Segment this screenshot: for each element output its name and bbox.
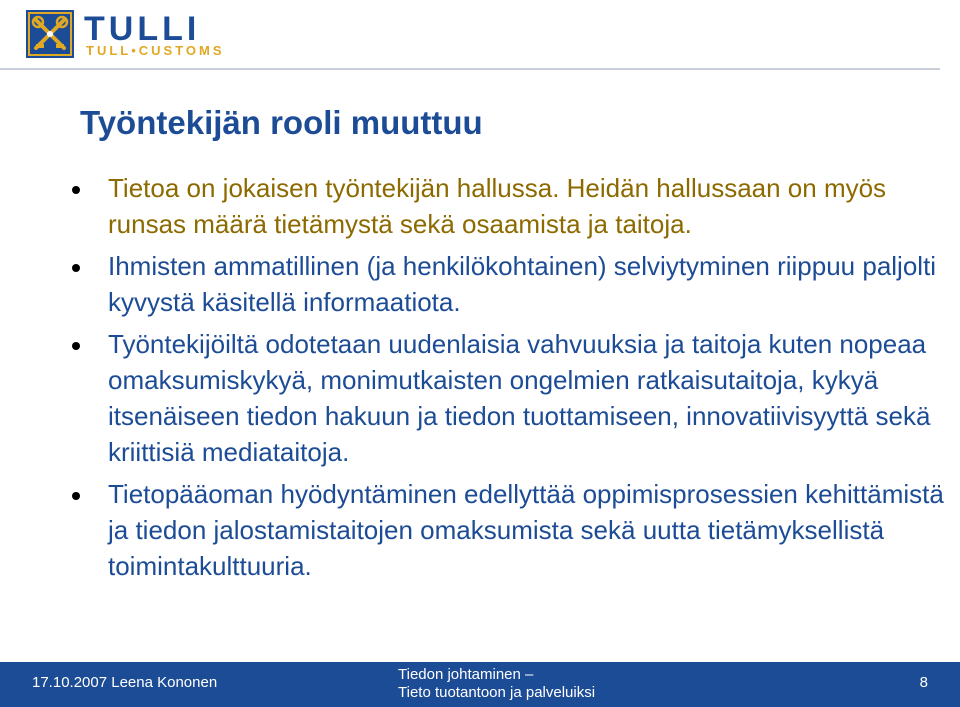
bullet-text: Työntekijöiltä odotetaan uudenlaisia vahvuuksia ja taitoja kuten nopeaa omaksumiskykyä, monimutkaisten ongelmien ratkaisutaitoja, kykyä itsenäiseen tiedon hakuun ja tiedon tuottamiseen, innovatiivisyyttä sekä kriittisiä mediataitoja.	[108, 329, 931, 467]
logo-title: TULLI	[84, 10, 201, 48]
footer	[0, 662, 960, 707]
footer-title-line1: Tiedon johtaminen –	[398, 666, 534, 683]
bullet-text: Tietopääoman hyödyntäminen edellyttää oppimisprosessien kehittämistä ja tiedon jalostamistaitojen omaksumista sekä uutta tietämyksellistä toimintakulttuuria.	[108, 479, 944, 581]
slide-title: Työntekijän rooli muuttuu	[80, 104, 483, 141]
footer-presentation-title	[398, 666, 595, 702]
bullet-text: Tietoa on jokaisen työntekijän hallussa. Heidän hallussaan on myös runsas määrä tietämystä sekä osaamista ja taitoja.	[108, 173, 887, 239]
bullet-text: Ihmisten ammatillinen (ja henkilökohtainen) selviytyminen riippuu paljolti kyvystä käsitellä informaatiota.	[108, 251, 937, 317]
bullet-list	[0, 170, 960, 590]
header-divider	[0, 68, 940, 70]
page-number: 8	[919, 674, 928, 691]
footer-title-line2: Tieto tuotantoon ja palveluiksi	[398, 684, 596, 701]
bullet-item	[0, 326, 960, 470]
bullet-dot-icon	[72, 342, 80, 350]
footer-date-author: 17.10.2007 Leena Kononen	[32, 674, 218, 691]
bullet-dot-icon	[72, 264, 80, 272]
bullet-dot-icon	[72, 492, 80, 500]
bullet-dot-icon	[72, 186, 80, 194]
crossed-keys-emblem-icon	[26, 10, 74, 58]
bullet-item	[0, 248, 960, 320]
header	[0, 0, 960, 72]
bullet-item	[0, 476, 960, 584]
logo-subtitle: TULL•CUSTOMS	[86, 43, 225, 58]
bullet-item	[0, 170, 960, 242]
